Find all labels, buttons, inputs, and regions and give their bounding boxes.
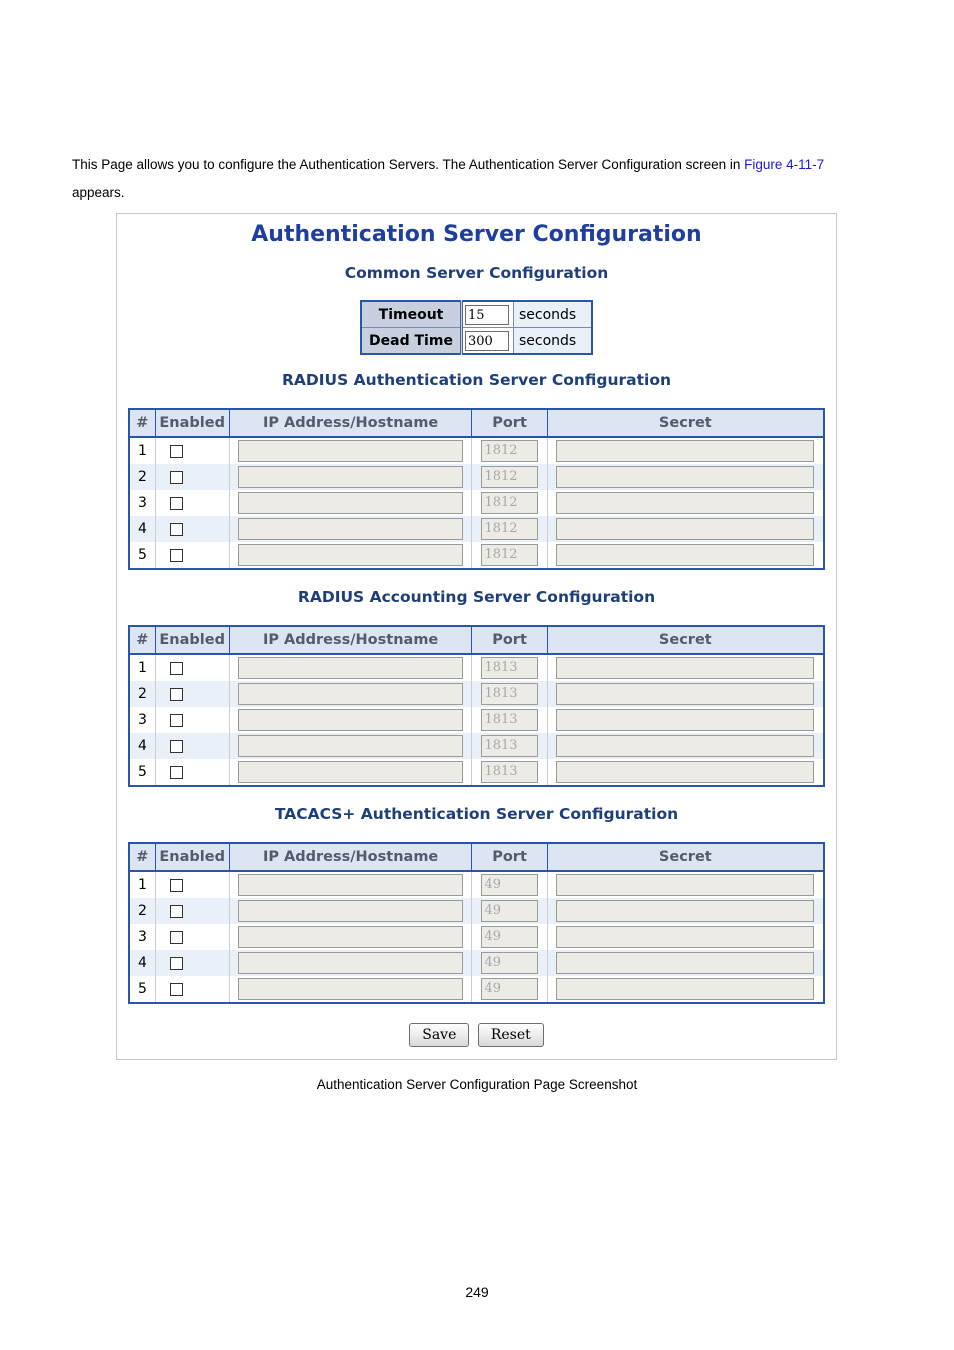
table-row bbox=[129, 707, 824, 733]
secret-input[interactable] bbox=[556, 735, 814, 757]
row-number: 1 bbox=[129, 654, 155, 681]
hostname-input[interactable] bbox=[238, 926, 464, 948]
secret-input[interactable] bbox=[556, 900, 814, 922]
row-number: 2 bbox=[129, 898, 155, 924]
row-number: 5 bbox=[129, 976, 155, 1003]
button-row bbox=[117, 1023, 836, 1047]
port-input[interactable]: 1812 bbox=[481, 440, 537, 462]
table-row bbox=[129, 976, 824, 1003]
enabled-checkbox[interactable] bbox=[170, 471, 183, 484]
table-row bbox=[129, 871, 824, 898]
column-header: IP Address/Hostname bbox=[229, 409, 472, 437]
save-button[interactable]: Save bbox=[409, 1023, 469, 1047]
row-number: 4 bbox=[129, 733, 155, 759]
enabled-checkbox[interactable] bbox=[170, 931, 183, 944]
screenshot-panel bbox=[116, 213, 837, 1060]
secret-input[interactable] bbox=[556, 440, 814, 462]
column-header: Enabled bbox=[155, 409, 229, 437]
row-number: 3 bbox=[129, 924, 155, 950]
table-row bbox=[129, 490, 824, 516]
secret-input[interactable] bbox=[556, 518, 814, 540]
timeout-unit: seconds bbox=[514, 301, 593, 328]
table-row bbox=[129, 464, 824, 490]
timeout-input[interactable]: 15 bbox=[465, 305, 509, 325]
port-input[interactable]: 1812 bbox=[481, 466, 537, 488]
intro-text-end: appears. bbox=[72, 185, 125, 200]
deadtime-label: Dead Time bbox=[361, 328, 462, 355]
server-table bbox=[128, 842, 825, 1004]
deadtime-unit: seconds bbox=[514, 328, 593, 355]
table-row bbox=[129, 924, 824, 950]
secret-input[interactable] bbox=[556, 544, 814, 566]
enabled-checkbox[interactable] bbox=[170, 766, 183, 779]
common-heading: Common Server Configuration bbox=[344, 264, 609, 282]
port-input[interactable]: 49 bbox=[481, 900, 537, 922]
hostname-input[interactable] bbox=[238, 900, 464, 922]
table-row bbox=[129, 654, 824, 681]
server-table bbox=[128, 408, 825, 570]
hostname-input[interactable] bbox=[238, 761, 464, 783]
port-input[interactable]: 49 bbox=[481, 978, 537, 1000]
secret-input[interactable] bbox=[556, 874, 814, 896]
enabled-checkbox[interactable] bbox=[170, 714, 183, 727]
column-header: Port bbox=[472, 626, 547, 654]
hostname-input[interactable] bbox=[238, 735, 464, 757]
row-number: 4 bbox=[129, 950, 155, 976]
hostname-input[interactable] bbox=[238, 683, 464, 705]
server-table bbox=[128, 625, 825, 787]
column-header: Secret bbox=[547, 843, 824, 871]
port-input[interactable]: 49 bbox=[481, 874, 537, 896]
hostname-input[interactable] bbox=[238, 874, 464, 896]
enabled-checkbox[interactable] bbox=[170, 445, 183, 458]
port-input[interactable]: 1812 bbox=[481, 544, 537, 566]
table-row bbox=[129, 437, 824, 464]
row-number: 2 bbox=[129, 464, 155, 490]
hostname-input[interactable] bbox=[238, 709, 464, 731]
section-heading: RADIUS Authentication Server Configuration bbox=[281, 371, 672, 389]
table-row bbox=[129, 898, 824, 924]
table-row bbox=[129, 950, 824, 976]
port-input[interactable]: 49 bbox=[481, 926, 537, 948]
secret-input[interactable] bbox=[556, 952, 814, 974]
secret-input[interactable] bbox=[556, 978, 814, 1000]
table-row bbox=[129, 733, 824, 759]
column-header: IP Address/Hostname bbox=[229, 843, 472, 871]
enabled-checkbox[interactable] bbox=[170, 662, 183, 675]
column-header: Enabled bbox=[155, 843, 229, 871]
enabled-checkbox[interactable] bbox=[170, 983, 183, 996]
timeout-label: Timeout bbox=[361, 301, 462, 328]
port-input[interactable]: 1813 bbox=[481, 709, 537, 731]
column-header: # bbox=[129, 409, 155, 437]
row-number: 3 bbox=[129, 707, 155, 733]
port-input[interactable]: 1813 bbox=[481, 683, 537, 705]
row-number: 2 bbox=[129, 681, 155, 707]
hostname-input[interactable] bbox=[238, 466, 464, 488]
figure-caption: Authentication Server Configuration Page Screenshot bbox=[316, 1077, 638, 1092]
reset-button[interactable]: Reset bbox=[478, 1023, 544, 1047]
hostname-input[interactable] bbox=[238, 518, 464, 540]
secret-input[interactable] bbox=[556, 926, 814, 948]
row-number: 3 bbox=[129, 490, 155, 516]
table-row bbox=[129, 681, 824, 707]
enabled-checkbox[interactable] bbox=[170, 497, 183, 510]
secret-input[interactable] bbox=[556, 657, 814, 679]
hostname-input[interactable] bbox=[238, 544, 464, 566]
enabled-checkbox[interactable] bbox=[170, 523, 183, 536]
secret-input[interactable] bbox=[556, 683, 814, 705]
row-number: 1 bbox=[129, 437, 155, 464]
column-header: Port bbox=[472, 843, 547, 871]
figure-link[interactable]: Figure 4-11-7 bbox=[744, 157, 825, 172]
hostname-input[interactable] bbox=[238, 952, 464, 974]
row-number: 1 bbox=[129, 871, 155, 898]
page-title: Authentication Server Configuration bbox=[251, 222, 702, 247]
enabled-checkbox[interactable] bbox=[170, 905, 183, 918]
column-header: Secret bbox=[547, 409, 824, 437]
secret-input[interactable] bbox=[556, 761, 814, 783]
hostname-input[interactable] bbox=[238, 657, 464, 679]
port-input[interactable]: 49 bbox=[481, 952, 537, 974]
common-config-table bbox=[360, 300, 593, 355]
enabled-checkbox[interactable] bbox=[170, 879, 183, 892]
port-input[interactable]: 1813 bbox=[481, 735, 537, 757]
column-header: # bbox=[129, 626, 155, 654]
hostname-input[interactable] bbox=[238, 492, 464, 514]
port-input[interactable]: 1813 bbox=[481, 761, 537, 783]
port-input[interactable]: 1812 bbox=[481, 492, 537, 514]
port-input[interactable]: 1812 bbox=[481, 518, 537, 540]
column-header: # bbox=[129, 843, 155, 871]
section-heading: TACACS+ Authentication Server Configuration bbox=[274, 805, 679, 823]
port-input[interactable]: 1813 bbox=[481, 657, 537, 679]
intro-paragraph bbox=[72, 151, 892, 207]
table-row bbox=[129, 542, 824, 569]
column-header: IP Address/Hostname bbox=[229, 626, 472, 654]
hostname-input[interactable] bbox=[238, 978, 464, 1000]
row-number: 4 bbox=[129, 516, 155, 542]
column-header: Enabled bbox=[155, 626, 229, 654]
secret-input[interactable] bbox=[556, 709, 814, 731]
enabled-checkbox[interactable] bbox=[170, 957, 183, 970]
enabled-checkbox[interactable] bbox=[170, 740, 183, 753]
row-number: 5 bbox=[129, 542, 155, 569]
enabled-checkbox[interactable] bbox=[170, 688, 183, 701]
page-number: 249 bbox=[465, 1284, 489, 1300]
table-row bbox=[129, 516, 824, 542]
row-number: 5 bbox=[129, 759, 155, 786]
enabled-checkbox[interactable] bbox=[170, 549, 183, 562]
table-row bbox=[129, 759, 824, 786]
secret-input[interactable] bbox=[556, 492, 814, 514]
hostname-input[interactable] bbox=[238, 440, 464, 462]
secret-input[interactable] bbox=[556, 466, 814, 488]
deadtime-input[interactable]: 300 bbox=[465, 331, 509, 351]
column-header: Secret bbox=[547, 626, 824, 654]
column-header: Port bbox=[472, 409, 547, 437]
intro-text: This Page allows you to configure the Authentication Servers. The Authentication Server Configuration screen in bbox=[72, 157, 745, 172]
section-heading: RADIUS Accounting Server Configuration bbox=[297, 588, 656, 606]
